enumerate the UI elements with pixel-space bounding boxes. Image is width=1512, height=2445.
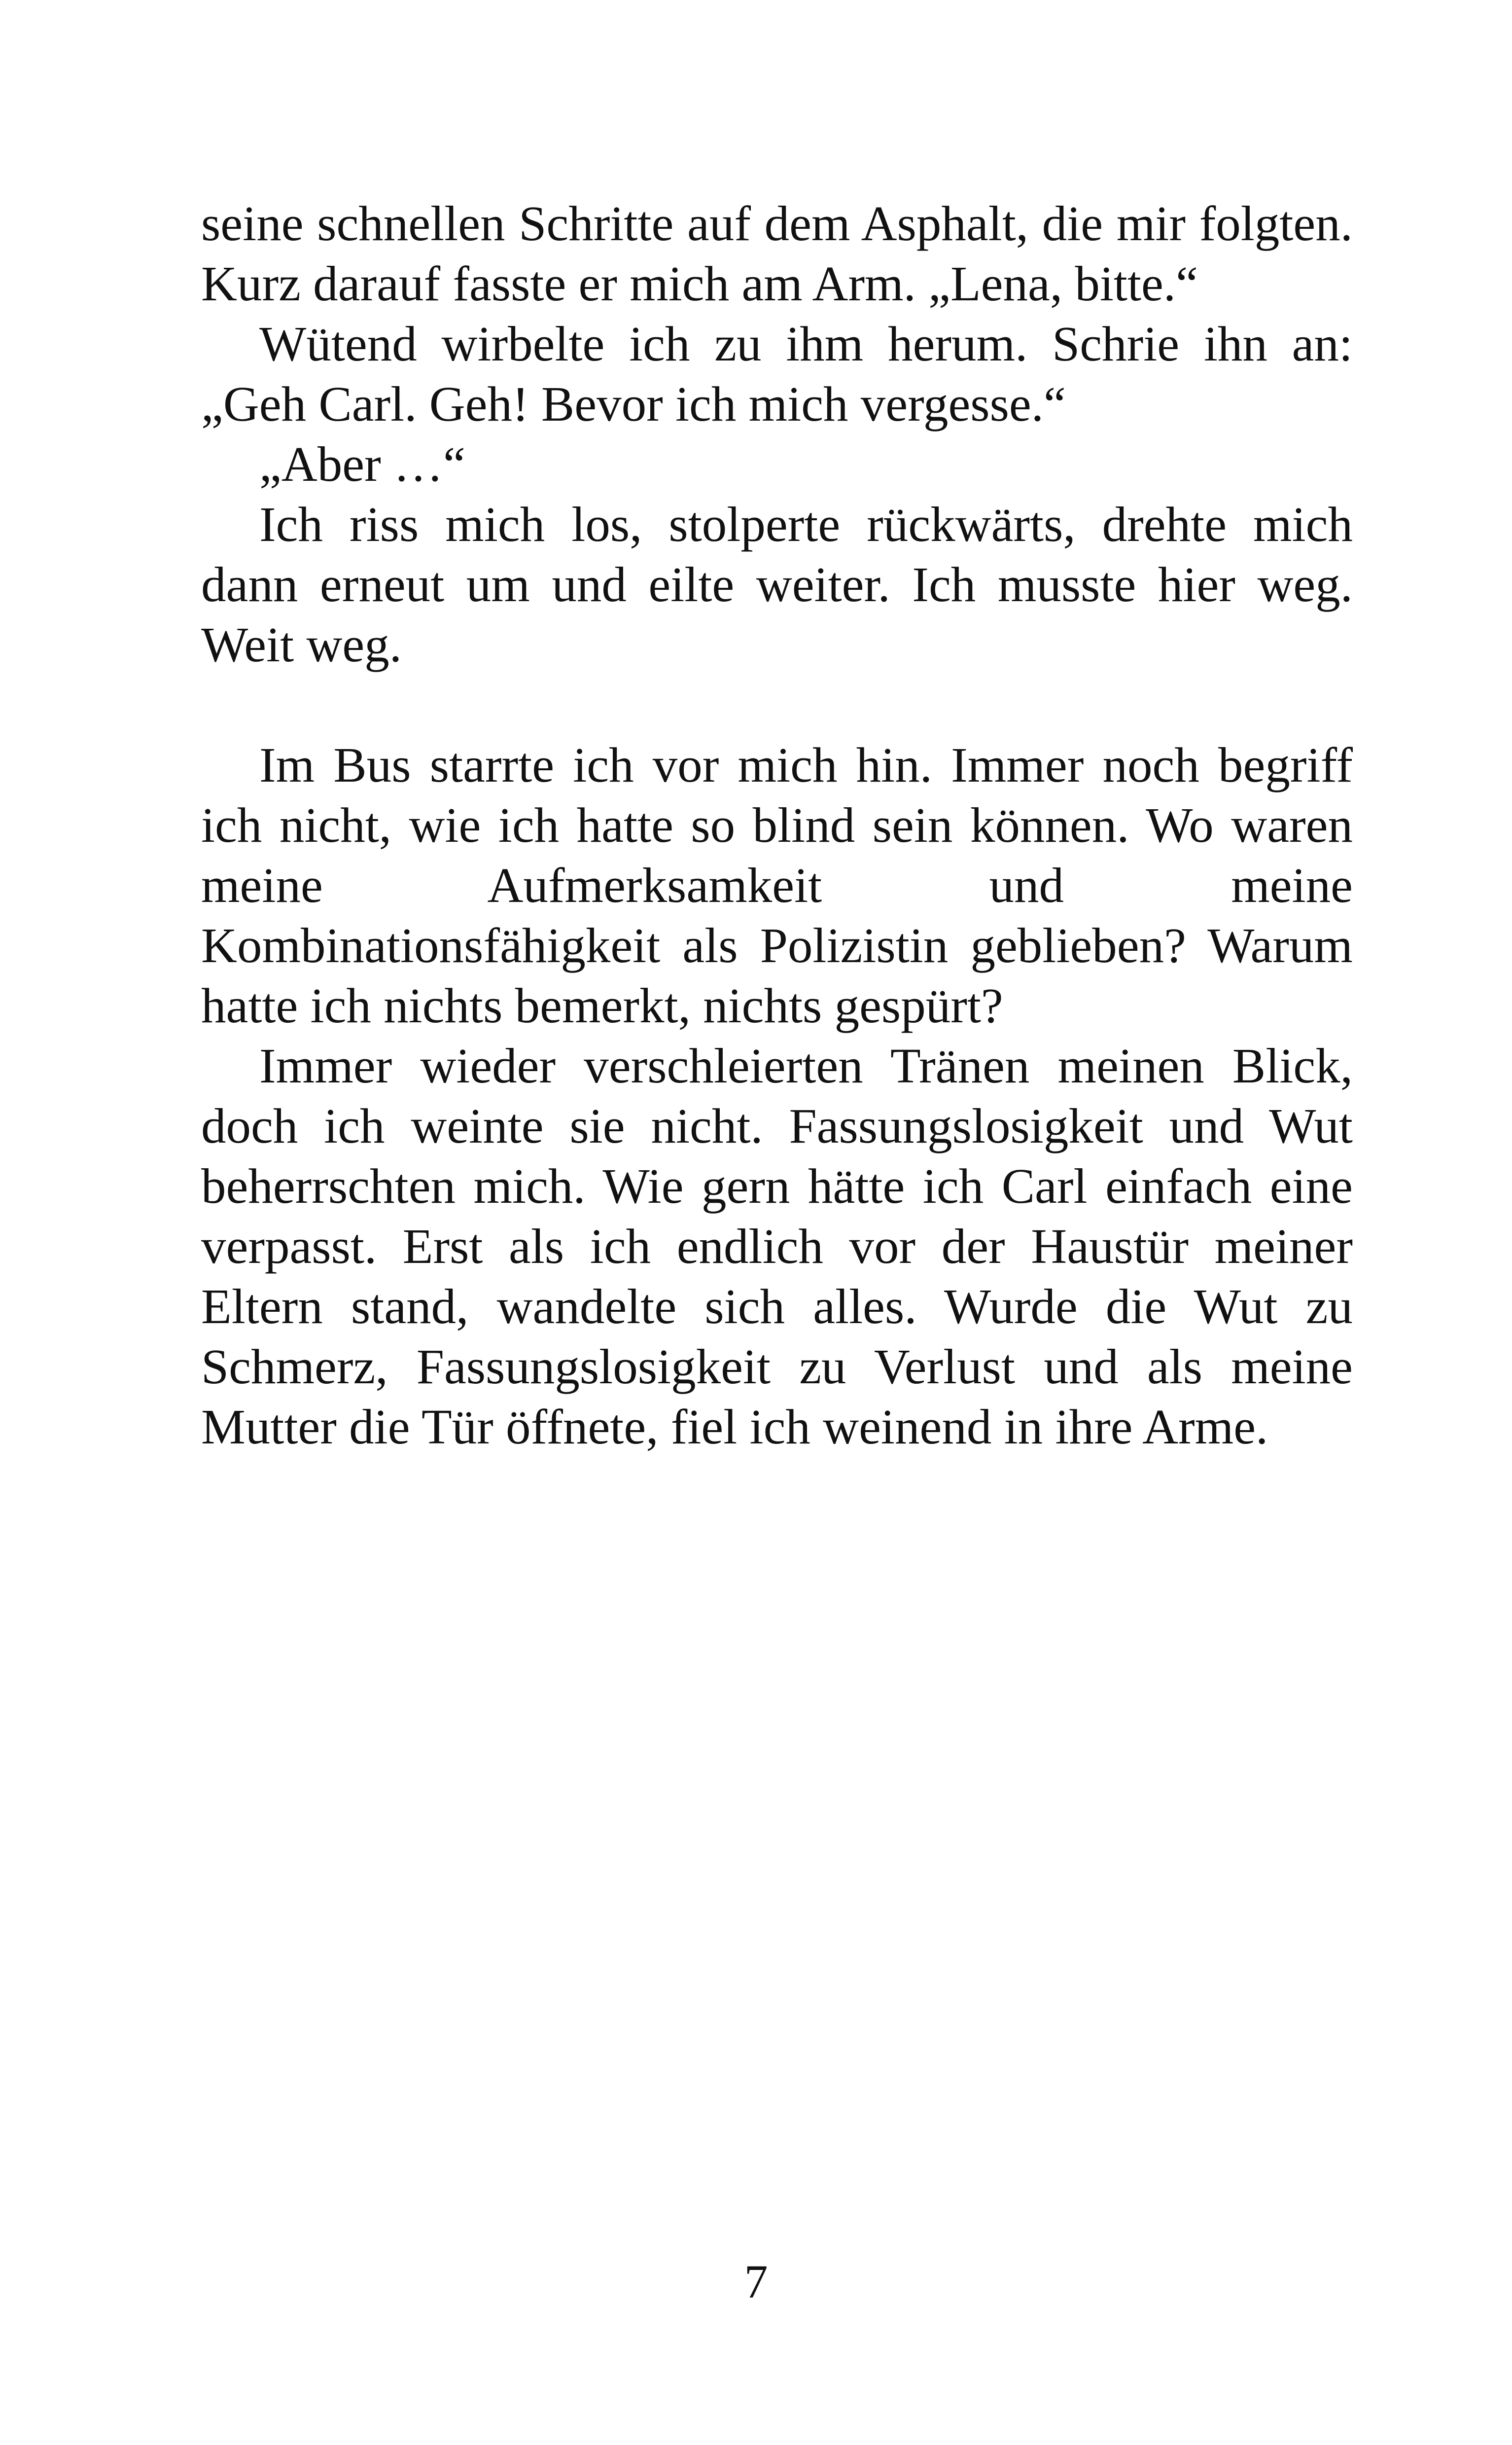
body-text — [201, 193, 1353, 1457]
page-number: 7 — [744, 2255, 768, 2308]
paragraph-continuation: seine schnellen Schritte auf dem Asphalt, die mir folgten. Kurz darauf fasste er mich am Arm. „Lena, bitte.“ — [201, 196, 1353, 311]
paragraph: Wütend wirbelte ich zu ihm herum. Schrie ihn an: „Geh Carl. Geh! Bevor ich mich vergesse.“ — [201, 316, 1353, 431]
paragraph: Immer wieder verschleierten Tränen meinen Blick, doch ich weinte sie nicht. Fassungslosigkeit und Wut beherrschten mich. Wie gern hätte ich Carl einfach eine verpasst. Erst als ich endlich vor der Haustür meiner Eltern stand, wandelte sich alles. Wurde die Wut zu Schmerz, Fassungslosigkeit zu Verlust und als meine Mutter die Tür öffnete, fiel ich weinend in ihre Arme. — [201, 1038, 1353, 1454]
paragraph: Im Bus starrte ich vor mich hin. Immer noch begriff ich nicht, wie ich hatte so blind sein können. Wo waren meine Aufmerksamkeit und meine Kombinationsfähigkeit als Polizistin geblieben? Warum hatte ich nichts bemerkt, nichts gespürt? — [201, 737, 1353, 1033]
paragraph: „Aber …“ — [259, 436, 465, 492]
paragraph: Ich riss mich los, stolperte rückwärts, drehte mich dann erneut um und eilte weiter. Ich musste hier weg. Weit weg. — [201, 497, 1353, 672]
section-break — [201, 675, 1353, 735]
